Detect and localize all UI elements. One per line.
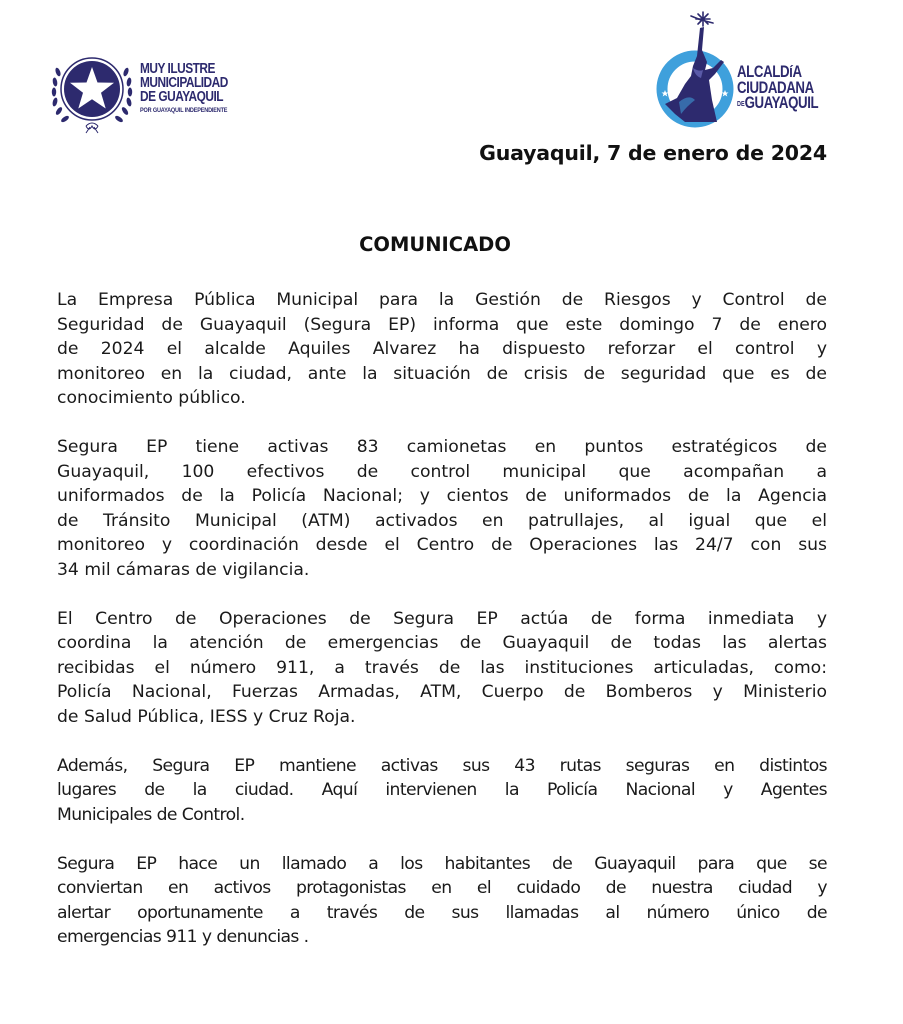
text-line: uniformados de la Policía Nacional; y cientos de uniformados de la Agencia xyxy=(57,486,827,506)
text-line: 34 mil cámaras de vigilancia. xyxy=(57,559,310,580)
text-line: Municipales de Control. xyxy=(57,804,245,825)
paragraph xyxy=(57,288,827,411)
text-line: emergencias 911 y denuncias . xyxy=(57,927,309,947)
text-line: monitoreo y coordinación desde el Centro de Operaciones las 24/7 con sus xyxy=(57,535,827,555)
text-line: conocimiento público. xyxy=(57,388,246,408)
text-line: Segura EP tiene activas 83 camionetas en puntos estratégicos de xyxy=(57,437,827,457)
text-line: Además, Segura EP mantiene activas sus 43 rutas seguras en distintos xyxy=(57,755,827,776)
paragraph xyxy=(57,607,827,730)
text-line: recibidas el número 911, a través de las instituciones articuladas, como: xyxy=(57,657,827,678)
text-line: lugares de la ciudad. Aquí intervienen la Policía Nacional y Agentes xyxy=(57,780,827,800)
text-line: conviertan en activos protagonistas en el cuidado de nuestra ciudad y xyxy=(57,878,827,898)
alcaldia-name-line: ALCALDíA xyxy=(737,62,802,81)
municipality-subtitle: POR GUAYAQUIL INDEPENDIENTE xyxy=(140,107,228,114)
text-line: Segura EP hace un llamado a los habitantes de Guayaquil para que se xyxy=(57,853,827,874)
text-line: de Tránsito Municipal (ATM) activados en patrullajes, al igual que el xyxy=(57,510,827,531)
text-line: La Empresa Pública Municipal para la Gestión de Riesgos y Control de xyxy=(57,290,827,310)
paragraph xyxy=(57,754,827,828)
municipality-name xyxy=(140,62,228,104)
text-line: de 2024 el alcalde Aquiles Alvarez ha dispuesto reforzar el control y xyxy=(57,339,827,359)
document-date: Guayaquil, 7 de enero de 2024 xyxy=(479,141,827,165)
text-line: Policía Nacional, Fuerzas Armadas, ATM, Cuerpo de Bomberos y Ministerio xyxy=(57,682,827,702)
paragraph xyxy=(57,435,827,582)
alcaldia-name xyxy=(737,64,818,113)
text-line: coordina la atención de emergencias de Guayaquil de todas las alertas xyxy=(57,633,827,653)
municipality-name-line: MUY ILUSTRE xyxy=(140,61,215,77)
text-line: monitoreo en la ciudad, ante la situación de crisis de seguridad que es de xyxy=(57,363,827,384)
municipality-logo xyxy=(50,54,260,134)
text-line: Guayaquil, 100 efectivos de control municipal que acompañan a xyxy=(57,461,827,482)
municipality-name-line: DE GUAYAQUIL xyxy=(140,89,224,105)
text-line: El Centro de Operaciones de Segura EP actúa de forma inmediata y xyxy=(57,608,827,629)
municipality-name-line: MUNICIPALIDAD xyxy=(140,75,228,91)
alcaldia-name-line: CIUDADANA xyxy=(737,77,814,97)
document-body xyxy=(57,288,827,974)
alcaldia-name-prefix: DE xyxy=(737,101,745,108)
alcaldia-name-city: GUAYAQUIL xyxy=(744,93,819,112)
alcaldia-name-line xyxy=(737,95,818,113)
document-title: COMUNICADO xyxy=(359,233,511,256)
text-line: de Salud Pública, IESS y Cruz Roja. xyxy=(57,706,356,727)
star-laurel-seal-icon xyxy=(50,54,134,134)
paragraph xyxy=(57,852,827,950)
torch-statue-emblem-icon xyxy=(655,10,737,130)
text-line: alertar oportunamente a través de sus llamadas al número único de xyxy=(57,902,827,923)
alcaldia-logo xyxy=(655,10,835,130)
text-line: Seguridad de Guayaquil (Segura EP) informa que este domingo 7 de enero xyxy=(57,314,827,335)
